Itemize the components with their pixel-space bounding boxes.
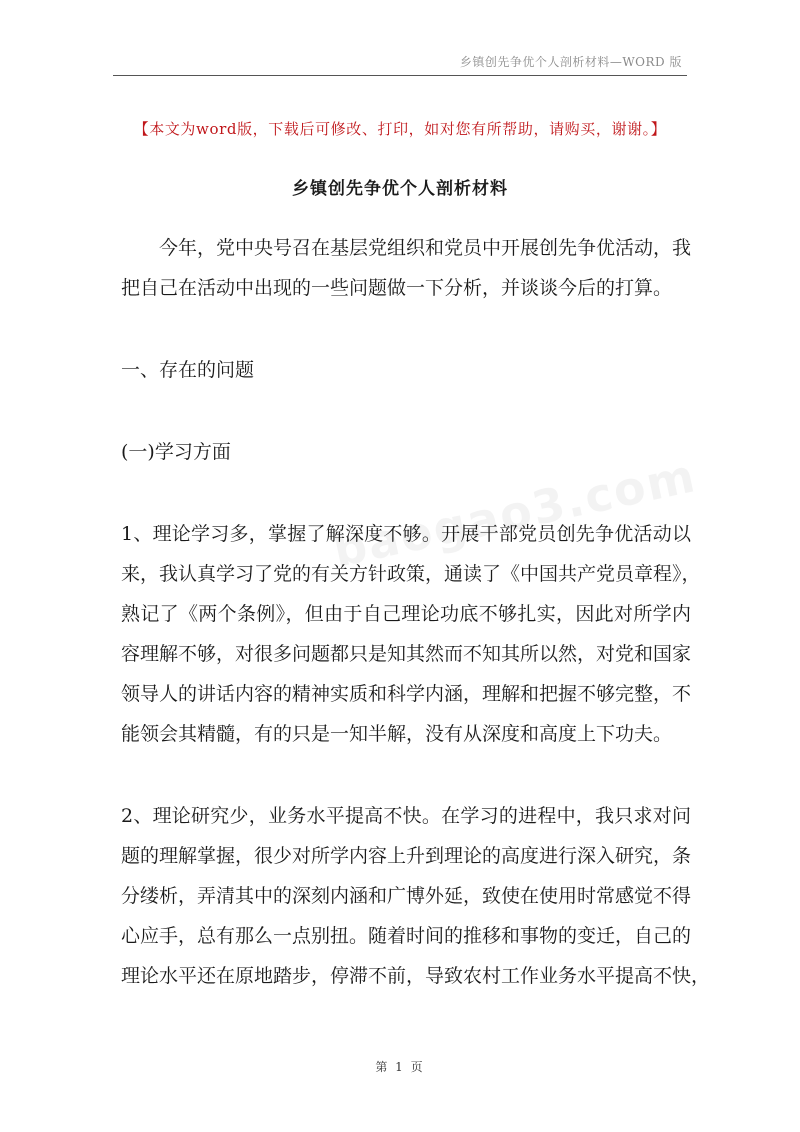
text-line: 题的理解掌握，很少对所学内容上升到理论的高度进行深入研究，条	[121, 845, 692, 867]
text-line: 2、理论研究少，业务水平提高不快。在学习的进程中，我只求对问	[121, 805, 691, 827]
header-divider	[113, 75, 687, 76]
text-line: 容理解不够，对很多问题都只是知其然而不知其所以然，对党和国家	[121, 643, 692, 665]
paragraph-gap	[121, 472, 691, 514]
text-line: 能领会其精髓，有的只是一知半解，没有从深度和高度上下功夫。	[121, 723, 673, 745]
item-2-paragraph	[121, 796, 711, 996]
document-title: 乡镇创先争优个人剖析材料	[292, 179, 508, 199]
text-line: 理论水平还在原地踏步，停滞不前，导致农村工作业务水平提高不快，	[121, 965, 711, 987]
purchase-notice: 【本文为word版，下载后可修改、打印，如对您有所帮助，请购买，谢谢。】	[133, 120, 667, 138]
paragraph-gap	[121, 308, 691, 350]
text-line: 来，我认真学习了党的有关方针政策，通读了《中国共产党员章程》，	[121, 563, 701, 585]
paragraph-gap	[121, 754, 691, 796]
section-heading: 一、存在的问题	[121, 359, 255, 381]
header-running-title: 乡镇创先争优个人剖析材料—WORD 版	[459, 55, 682, 69]
text-line: 心应手，总有那么一点别扭。随着时间的推移和事物的变迁，自己的	[121, 925, 692, 947]
text-line: 今年，党中央号召在基层党组织和党员中开展创先争优活动，我	[159, 237, 692, 259]
text-line: 分缕析，弄清其中的深刻内涵和广博外延，致使在使用时常感觉不得	[121, 885, 692, 907]
text-line: 把自己在活动中出现的一些问题做一下分析，并谈谈今后的打算。	[121, 277, 673, 299]
document-body	[121, 228, 711, 996]
text-line: 领导人的讲话内容的精神实质和科学内涵，理解和把握不够完整，不	[121, 683, 692, 705]
page-number: 第 1 页	[375, 1060, 425, 1074]
item-1-paragraph	[121, 514, 701, 754]
paragraph-gap	[121, 390, 691, 432]
subsection-heading: (一)学习方面	[121, 441, 231, 463]
text-line: 1、理论学习多，掌握了解深度不够。开展干部党员创先争优活动以	[121, 523, 691, 545]
text-line: 熟记了《两个条例》，但由于自己理论功底不够扎实，因此对所学内	[121, 603, 691, 625]
intro-paragraph	[121, 228, 691, 308]
